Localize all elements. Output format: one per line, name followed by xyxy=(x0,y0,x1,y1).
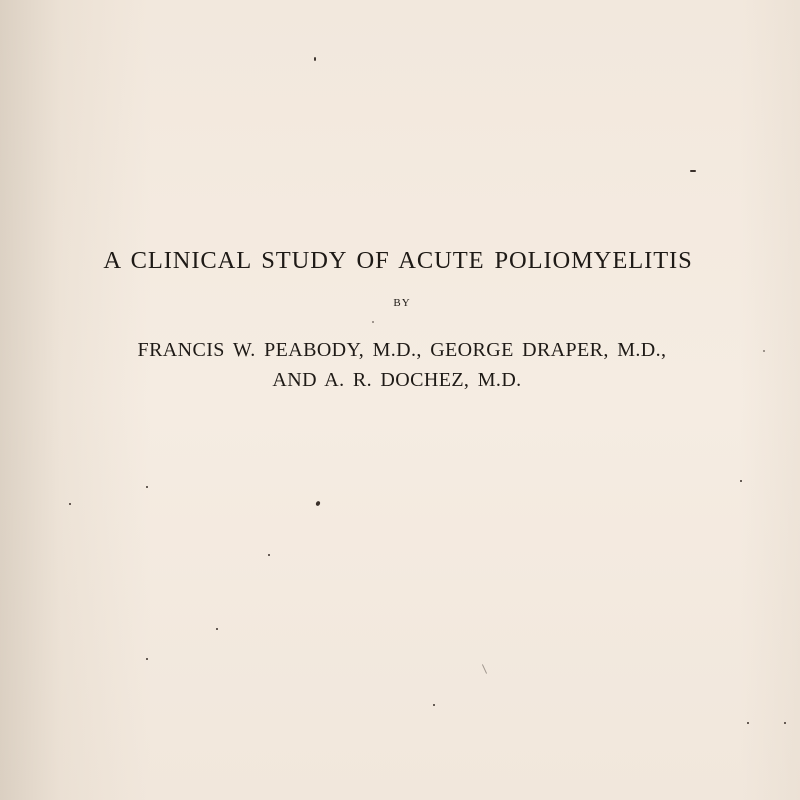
document-title: A CLINICAL STUDY OF ACUTE POLIOMYELITIS xyxy=(103,247,693,274)
paper-speck xyxy=(315,500,321,506)
paper-speck xyxy=(146,486,148,488)
authors-line-1: FRANCIS W. PEABODY, M.D., GEORGE DRAPER, M.D., xyxy=(137,339,667,361)
paper-speck xyxy=(740,480,742,482)
authors-line-2: AND A. R. DOCHEZ, M.D. xyxy=(272,369,522,391)
paper-speck xyxy=(69,503,71,505)
paper-speck xyxy=(690,170,696,172)
paper-speck xyxy=(372,321,374,323)
paper-speck xyxy=(747,722,749,724)
paper-speck xyxy=(433,704,435,706)
paper-speck xyxy=(268,554,270,556)
paper-speck xyxy=(784,722,786,724)
byline: BY xyxy=(393,297,411,309)
paper-speck xyxy=(146,658,148,660)
paper-speck xyxy=(216,628,218,630)
paper-speck xyxy=(482,664,487,673)
paper-speck xyxy=(314,57,316,61)
